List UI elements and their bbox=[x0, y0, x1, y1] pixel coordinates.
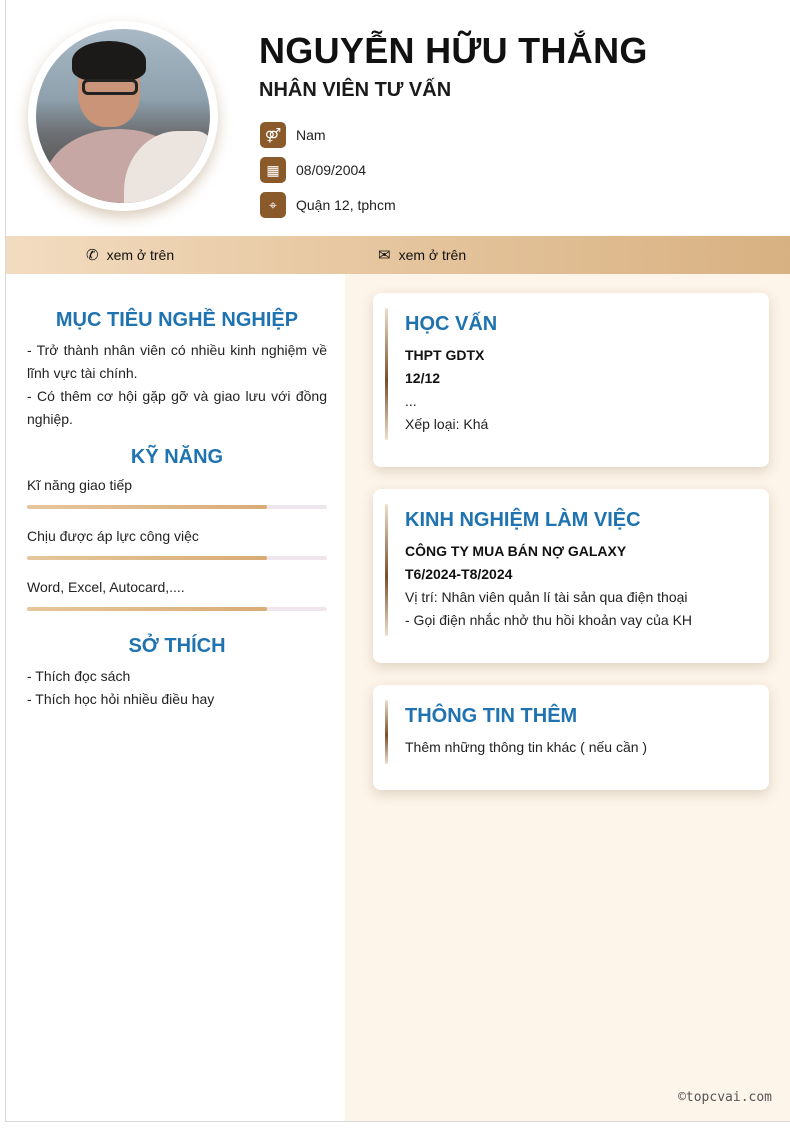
address-value: Quận 12, tphcm bbox=[296, 197, 396, 213]
extra-info-text: Thêm những thông tin khác ( nếu cần ) bbox=[405, 739, 648, 755]
skill-label: Chịu được áp lực công việc bbox=[27, 528, 199, 544]
gender-row bbox=[260, 122, 326, 148]
email-contact[interactable] bbox=[378, 247, 466, 263]
card-accent-line bbox=[385, 504, 388, 636]
experience-card bbox=[373, 489, 769, 663]
experience-role: Vị trí: Nhân viên quản lí tài sản qua điện thoại bbox=[405, 589, 688, 605]
skill-bar bbox=[27, 505, 327, 509]
education-grade: Xếp loại: Khá bbox=[405, 416, 489, 432]
experience-task: - Gọi điện nhắc nhở thu hồi khoản vay của KH bbox=[405, 612, 693, 628]
skills-title: KỸ NĂNG bbox=[130, 446, 224, 468]
objective-title: MỤC TIÊU NGHỀ NGHIỆP bbox=[55, 309, 299, 331]
extra-info-card bbox=[373, 685, 769, 790]
location-icon: ⌖ bbox=[260, 192, 286, 218]
left-column bbox=[27, 274, 327, 711]
gender-icon: ⚤ bbox=[260, 122, 286, 148]
profile-photo bbox=[36, 29, 210, 203]
extra-info-title: THÔNG TIN THÊM bbox=[405, 705, 578, 727]
phone-contact[interactable] bbox=[86, 247, 174, 263]
hobbies-title: SỞ THÍCH bbox=[128, 635, 226, 657]
experience-company: CÔNG TY MUA BÁN NỢ GALAXY bbox=[405, 543, 627, 559]
skill-label: Kĩ năng giao tiếp bbox=[27, 477, 133, 493]
address-row bbox=[260, 192, 396, 218]
education-card bbox=[373, 293, 769, 467]
card-accent-line bbox=[385, 308, 388, 440]
skill-item bbox=[27, 477, 327, 509]
full-name: NGUYỄN HỮU THẮNG bbox=[259, 30, 648, 71]
birthdate-row bbox=[260, 157, 366, 183]
birthdate-value: 08/09/2004 bbox=[296, 162, 367, 178]
skill-label: Word, Excel, Autocard,.... bbox=[27, 579, 185, 595]
email-value: xem ở trên bbox=[398, 247, 467, 263]
cv-page bbox=[5, 0, 790, 1122]
calendar-icon: ▦ bbox=[260, 157, 286, 183]
education-period: 12/12 bbox=[405, 370, 441, 386]
mail-icon: ✉ bbox=[378, 246, 391, 264]
copyright-watermark: ©topcvai.com bbox=[678, 1090, 772, 1105]
gender-value: Nam bbox=[296, 127, 326, 143]
skill-item bbox=[27, 579, 327, 611]
experience-period: T6/2024-T8/2024 bbox=[405, 566, 513, 582]
objective-line-2: - Có thêm cơ hội gặp gỡ và giao lưu với đồng nghiệp. bbox=[27, 388, 327, 427]
education-school: THPT GDTX bbox=[405, 347, 485, 363]
card-accent-line bbox=[385, 700, 388, 764]
job-title: NHÂN VIÊN TƯ VẤN bbox=[259, 79, 452, 101]
phone-value: xem ở trên bbox=[106, 247, 175, 263]
contact-band bbox=[6, 236, 790, 274]
experience-title: KINH NGHIỆM LÀM VIỆC bbox=[405, 509, 641, 531]
education-title: HỌC VẤN bbox=[405, 313, 498, 335]
objective-line-1: - Trở thành nhân viên có nhiều kinh nghiệm về lĩnh vực tài chính. bbox=[27, 342, 327, 381]
skill-item bbox=[27, 528, 327, 560]
skill-bar-fill bbox=[27, 556, 267, 560]
skill-bar bbox=[27, 607, 327, 611]
phone-icon: ✆ bbox=[86, 246, 99, 264]
hobby-line-1: - Thích đọc sách bbox=[27, 668, 131, 684]
skill-bar bbox=[27, 556, 327, 560]
avatar bbox=[28, 21, 218, 211]
hobby-line-2: - Thích học hỏi nhiều điều hay bbox=[27, 691, 215, 707]
education-detail: ... bbox=[405, 393, 417, 409]
skill-bar-fill bbox=[27, 505, 267, 509]
skill-bar-fill bbox=[27, 607, 267, 611]
